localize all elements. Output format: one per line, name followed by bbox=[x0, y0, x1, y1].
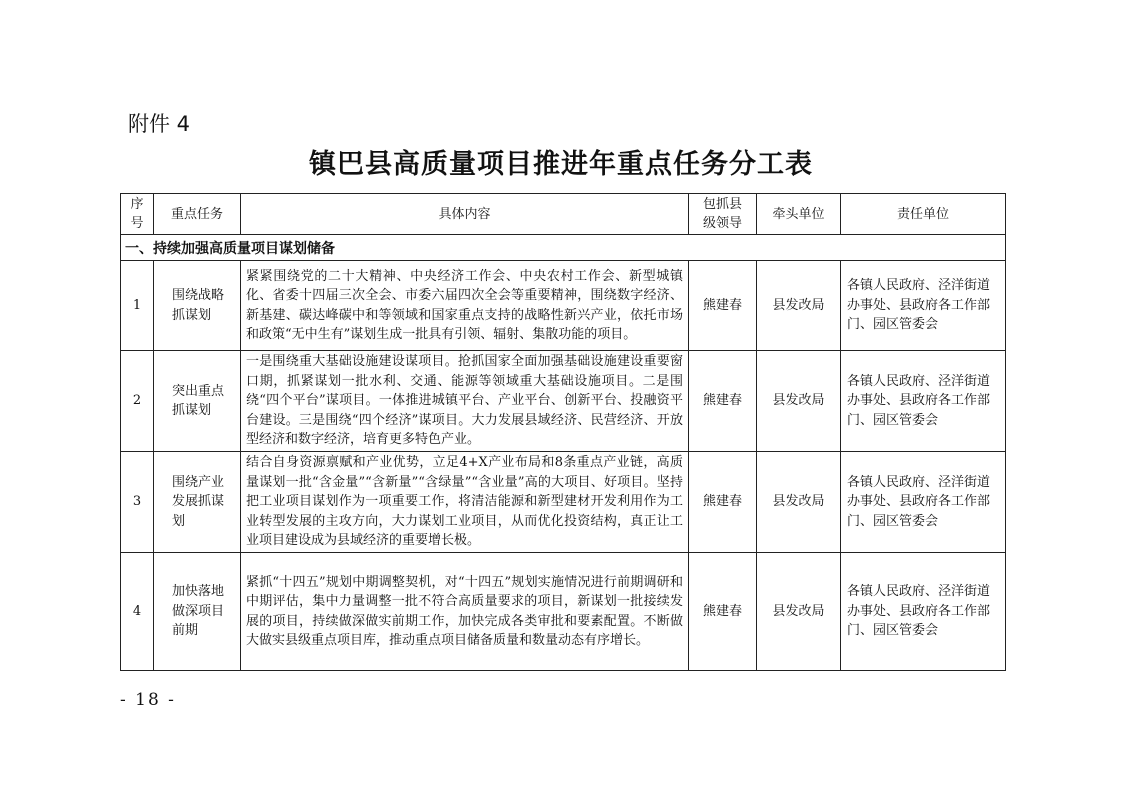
table-row bbox=[121, 351, 1006, 452]
row-no: 3 bbox=[121, 452, 154, 553]
row-task: 加快落地做深项目前期 bbox=[154, 553, 241, 671]
row-task: 围绕战略抓谋划 bbox=[154, 261, 241, 351]
row-content: 结合自身资源禀赋和产业优势，立足4+X产业布局和8条重点产业链，高质量谋划一批“含金量”“含新量”“含绿量”“含业量”高的大项目、好项目。坚持把工业项目谋划作为一项重要工作，将清洁能源和新型建材开发利用作为工业转型发展的主攻方向，大力谋划工业项目，从而优化投资结构，真正让工业项目建设成为县域经济的重要增长极。 bbox=[241, 452, 689, 553]
row-responsible: 各镇人民政府、泾洋街道办事处、县政府各工作部门、园区管委会 bbox=[841, 351, 1006, 452]
row-leader: 熊建春 bbox=[689, 351, 757, 452]
row-no: 2 bbox=[121, 351, 154, 452]
page-number: - 18 - bbox=[120, 690, 176, 710]
table-row bbox=[121, 261, 1006, 351]
row-content: 一是围绕重大基础设施建设谋项目。抢抓国家全面加强基础设施建设重要窗口期，抓紧谋划一批水利、交通、能源等领域重大基础设施项目。二是围绕“四个平台”谋项目。一体推进城镇平台、产业平台、创新平台、投融资平台建设。三是围绕“四个经济”谋项目。大力发展县域经济、民营经济、开放型经济和数字经济，培育更多特色产业。 bbox=[241, 351, 689, 452]
table-row bbox=[121, 553, 1006, 671]
row-no: 4 bbox=[121, 553, 154, 671]
row-no: 1 bbox=[121, 261, 154, 351]
header-leader: 包抓县 级领导 bbox=[689, 194, 757, 235]
row-leader: 熊建春 bbox=[689, 261, 757, 351]
header-content: 具体内容 bbox=[241, 194, 689, 235]
row-leader: 熊建春 bbox=[689, 452, 757, 553]
row-lead-unit: 县发改局 bbox=[757, 351, 841, 452]
header-responsible: 责任单位 bbox=[841, 194, 1006, 235]
row-content: 紧抓“十四五”规划中期调整契机，对“十四五”规划实施情况进行前期调研和中期评估，集中力量调整一批不符合高质量要求的项目，新谋划一批接续发展的项目，持续做深做实前期工作，加快完成各类审批和要素配置。不断做大做实县级重点项目库，推动重点项目储备质量和数量动态有序增长。 bbox=[241, 553, 689, 671]
task-table bbox=[120, 193, 1006, 671]
header-lead-unit: 牵头单位 bbox=[757, 194, 841, 235]
table-header-row bbox=[121, 194, 1006, 235]
row-lead-unit: 县发改局 bbox=[757, 261, 841, 351]
section-row bbox=[121, 235, 1006, 261]
row-responsible: 各镇人民政府、泾洋街道办事处、县政府各工作部门、园区管委会 bbox=[841, 452, 1006, 553]
document-title: 镇巴县高质量项目推进年重点任务分工表 bbox=[309, 149, 813, 180]
row-leader: 熊建春 bbox=[689, 553, 757, 671]
header-no: 序 号 bbox=[121, 194, 154, 235]
row-responsible: 各镇人民政府、泾洋街道办事处、县政府各工作部门、园区管委会 bbox=[841, 261, 1006, 351]
row-content: 紧紧围绕党的二十大精神、中央经济工作会、中央农村工作会、新型城镇化、省委十四届三次全会、市委六届四次全会等重要精神，围绕数字经济、新基建、碳达峰碳中和等领域和国家重点支持的战略性新兴产业，依托市场和政策“无中生有”谋划生成一批具有引领、辐射、集散功能的项目。 bbox=[241, 261, 689, 351]
row-responsible: 各镇人民政府、泾洋街道办事处、县政府各工作部门、园区管委会 bbox=[841, 553, 1006, 671]
table-row bbox=[121, 452, 1006, 553]
row-task: 突出重点抓谋划 bbox=[154, 351, 241, 452]
row-lead-unit: 县发改局 bbox=[757, 452, 841, 553]
attachment-label: 附件 4 bbox=[128, 112, 191, 136]
header-task: 重点任务 bbox=[154, 194, 241, 235]
row-task: 围绕产业发展抓谋划 bbox=[154, 452, 241, 553]
section-title: 一、持续加强高质量项目谋划储备 bbox=[121, 235, 1006, 261]
row-lead-unit: 县发改局 bbox=[757, 553, 841, 671]
